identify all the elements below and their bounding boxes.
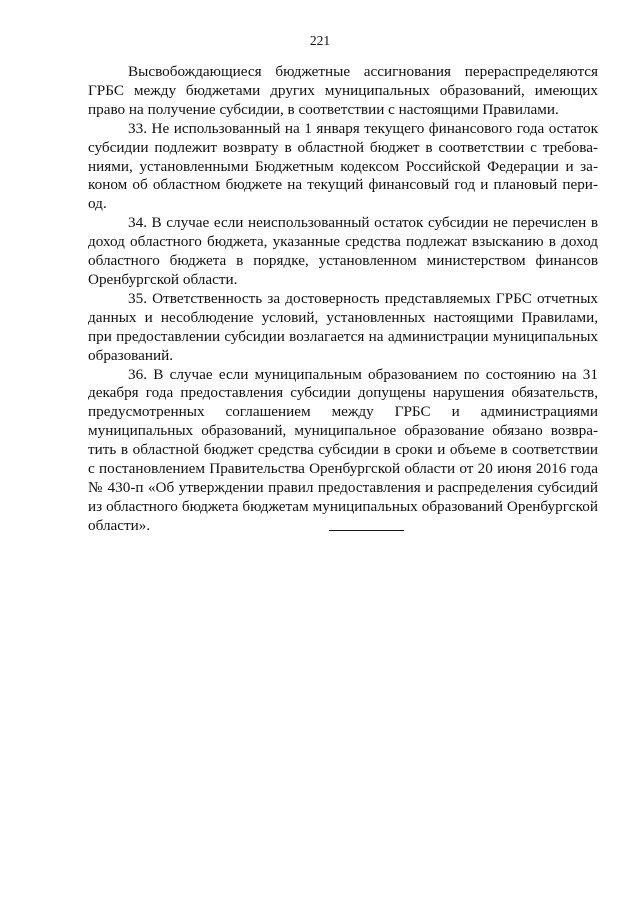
page-number: 221 xyxy=(309,33,331,48)
paragraph-33-unused-balance-return: 33. Не использованный на 1 января текущего финансового года остаток субсидии подлежит возврату в областной бюджет в соответствии с требованиями, установленными Бюджетным кодексом Российской Федерации и законом об областном бюджете на текущий финансовый год и плановый период. xyxy=(88,119,598,213)
paragraph-35-responsibility: 35. Ответственность за достоверность представляемых ГРБС отчетных данных и несоблюдение условий, установленных настоящими Правилами, при предоставлении субсидии возлагается на администрации муниципальных образований. xyxy=(88,289,598,364)
end-of-document-rule xyxy=(329,530,404,531)
paragraph-34-recovery: 34. В случае если неиспользованный остаток субсидии не перечислен в доход областного бюджета, указанные средства подлежат взысканию в доход областного бюджета в порядке, установленном министерством финансов Оренбургской области. xyxy=(88,214,598,288)
document-body xyxy=(88,63,598,536)
paragraph-36-violations: 36. В случае если муниципальным образованием по состоянию на 31 декабря года предоставления субсидии допущены нарушения обязательств, предусмотренных соглашением между ГРБС и администрациями муниципальных образований, муниципальное образование обязано возвратить в областной бюджет средства субсидии в сроки и объеме в соответствии с постановлением Правительства Оренбургской области от 20 июня 2016 года № 430-п «Об утверждении правил предоставления и распределения субсидий из областного бюджета бюджетам муниципальных образований Оренбургской области». xyxy=(88,365,598,534)
paragraph-reallocation: Высвобождающиеся бюджетные ассигнования перераспределяются ГРБС между бюджетами других муниципальных образований, имеющих право на получение субсидии, в соответствии с настоящими Правилами. xyxy=(88,63,598,118)
